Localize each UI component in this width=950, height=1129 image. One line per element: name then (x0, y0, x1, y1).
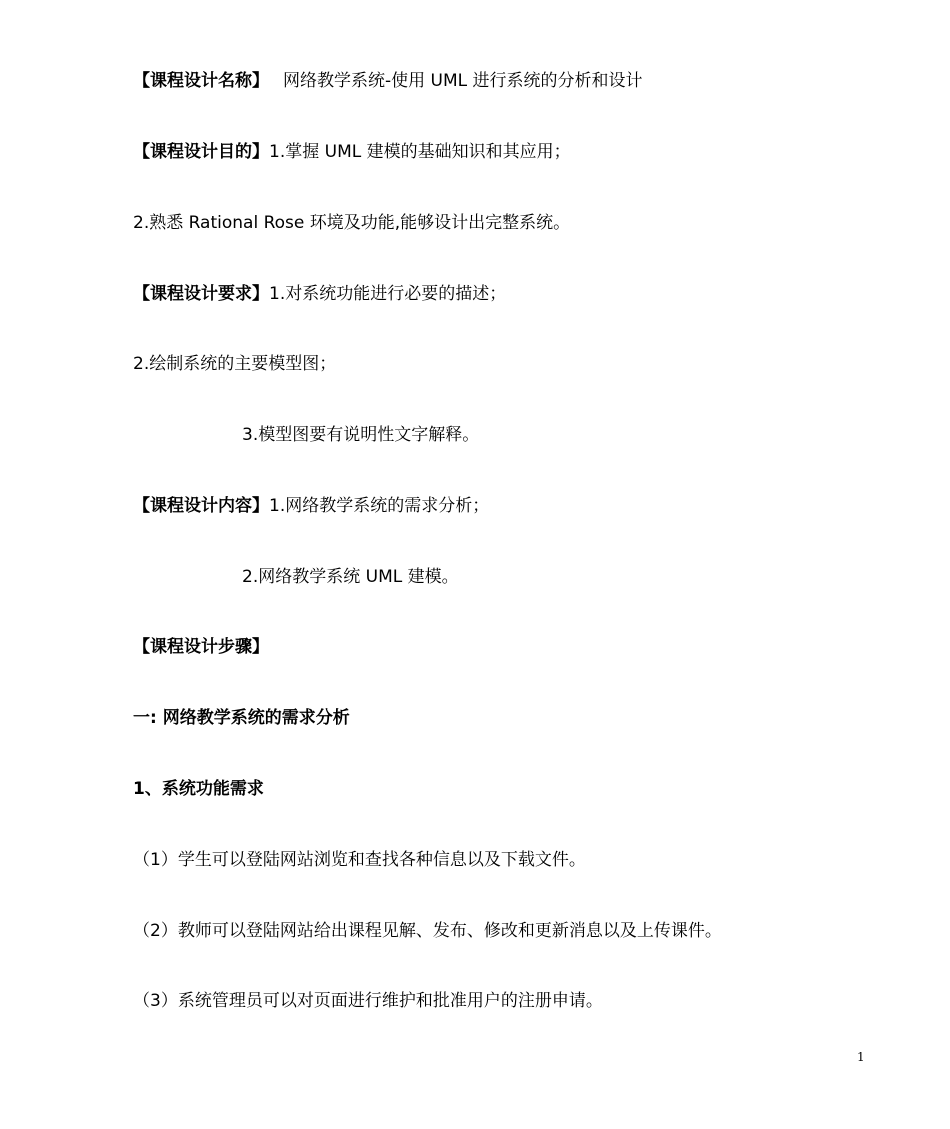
course-requirements-label: 【课程设计要求】 (133, 284, 269, 304)
course-content-line (133, 495, 489, 517)
course-purpose-label: 【课程设计目的】 (133, 142, 269, 162)
course-content-item-2: 2.网络教学系统 UML 建模。 (242, 567, 459, 587)
course-requirements-item-1: 1.对系统功能进行必要的描述； (269, 284, 507, 304)
course-requirements-line (133, 283, 506, 305)
course-content-label: 【课程设计内容】 (133, 496, 269, 516)
page-number: 1 (857, 1050, 865, 1064)
course-purpose-item-1: 1.掌握 UML 建模的基础知识和其应用； (269, 142, 571, 162)
course-purpose-line (133, 141, 571, 163)
function-item-2: （2）教师可以登陆网站给出课程见解、发布、修改和更新消息以及上传课件。 (133, 921, 722, 941)
course-steps-label: 【课程设计步骤】 (133, 637, 269, 657)
course-name-label: 【课程设计名称】 (133, 71, 269, 91)
function-item-3: （3）系统管理员可以对页面进行维护和批准用户的注册申请。 (133, 991, 603, 1011)
course-name-line (133, 70, 643, 92)
course-name-value: 网络教学系统-使用 UML 进行系统的分析和设计 (283, 71, 643, 91)
section-1-heading: 一: 网络教学系统的需求分析 (133, 708, 350, 728)
function-item-1: （1）学生可以登陆网站浏览和查找各种信息以及下载文件。 (133, 850, 586, 870)
course-content-item-1: 1.网络教学系统的需求分析； (269, 496, 490, 516)
course-requirements-item-2: 2.绘制系统的主要模型图； (133, 354, 337, 374)
course-requirements-item-3: 3.模型图要有说明性文字解释。 (242, 425, 480, 445)
course-purpose-item-2: 2.熟悉 Rational Rose 环境及功能,能够设计出完整系统。 (133, 213, 571, 233)
subsection-1-heading: 1、系统功能需求 (133, 779, 264, 799)
